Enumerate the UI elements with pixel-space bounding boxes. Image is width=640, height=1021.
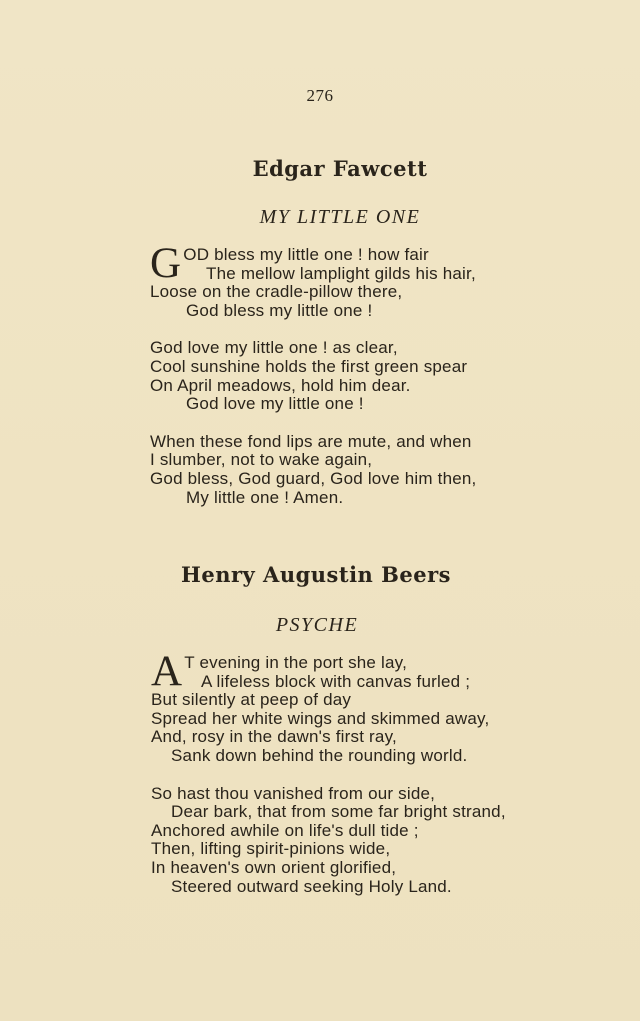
poem-line: Then, lifting spirit-pinions wide, — [151, 839, 391, 859]
stanza — [150, 433, 476, 507]
poem-body — [151, 648, 506, 915]
poem-line: Sank down behind the rounding world. — [171, 745, 468, 765]
poem-title: MY LITTLE ONE — [259, 206, 421, 228]
poem-line: Dear bark, that from some far bright strand, — [171, 802, 506, 822]
poem-line: When these fond lips are mute, and when — [150, 431, 472, 451]
poem-line: God love my little one ! as clear, — [150, 338, 398, 358]
poem-line: God bless, God guard, God love him then, — [150, 468, 477, 488]
poem-line: Spread her white wings and skimmed away, — [151, 708, 490, 728]
stanza — [150, 240, 476, 320]
poem-line: A lifeless block with canvas furled ; — [201, 671, 471, 691]
poem-line-text: T evening in the port she lay, — [184, 653, 407, 672]
poem-line: My little one ! Amen. — [186, 487, 344, 507]
poem-line: In heaven's own orient glorified, — [151, 857, 397, 877]
poem-body — [150, 240, 477, 526]
stanza — [150, 339, 476, 413]
stanza — [151, 785, 506, 897]
stanza — [151, 648, 506, 766]
poem-line: So hast thou vanished from our side, — [151, 783, 436, 803]
drop-cap: G — [150, 240, 182, 287]
poem-line: God love my little one ! — [186, 394, 364, 414]
author-heading: Edgar Fawcett — [252, 156, 428, 181]
poem-line: I slumber, not to wake again, — [150, 450, 373, 470]
poem-title: PSYCHE — [275, 614, 359, 636]
poem-line: God bless my little one ! — [186, 300, 373, 320]
author-heading: Henry Augustin Beers — [181, 562, 451, 587]
poem-line: Cool sunshine holds the first green spear — [150, 356, 468, 376]
poem-line: Steered outward seeking Holy Land. — [171, 876, 452, 896]
poem-line: Anchored awhile on life's dull tide ; — [151, 820, 419, 840]
poem-line: But silently at peep of day — [151, 690, 352, 710]
poem-line: Loose on the cradle-pillow there, — [150, 282, 403, 302]
poem-line: On April meadows, hold him dear. — [150, 375, 411, 395]
poem-line: And, rosy in the dawn's first ray, — [151, 727, 397, 747]
page-number: 276 — [306, 86, 334, 105]
poem-line-text: OD bless my little one ! how fair — [183, 245, 429, 264]
poem-line: The mellow lamplight gilds his hair, — [206, 263, 476, 283]
drop-cap: A — [151, 648, 183, 695]
